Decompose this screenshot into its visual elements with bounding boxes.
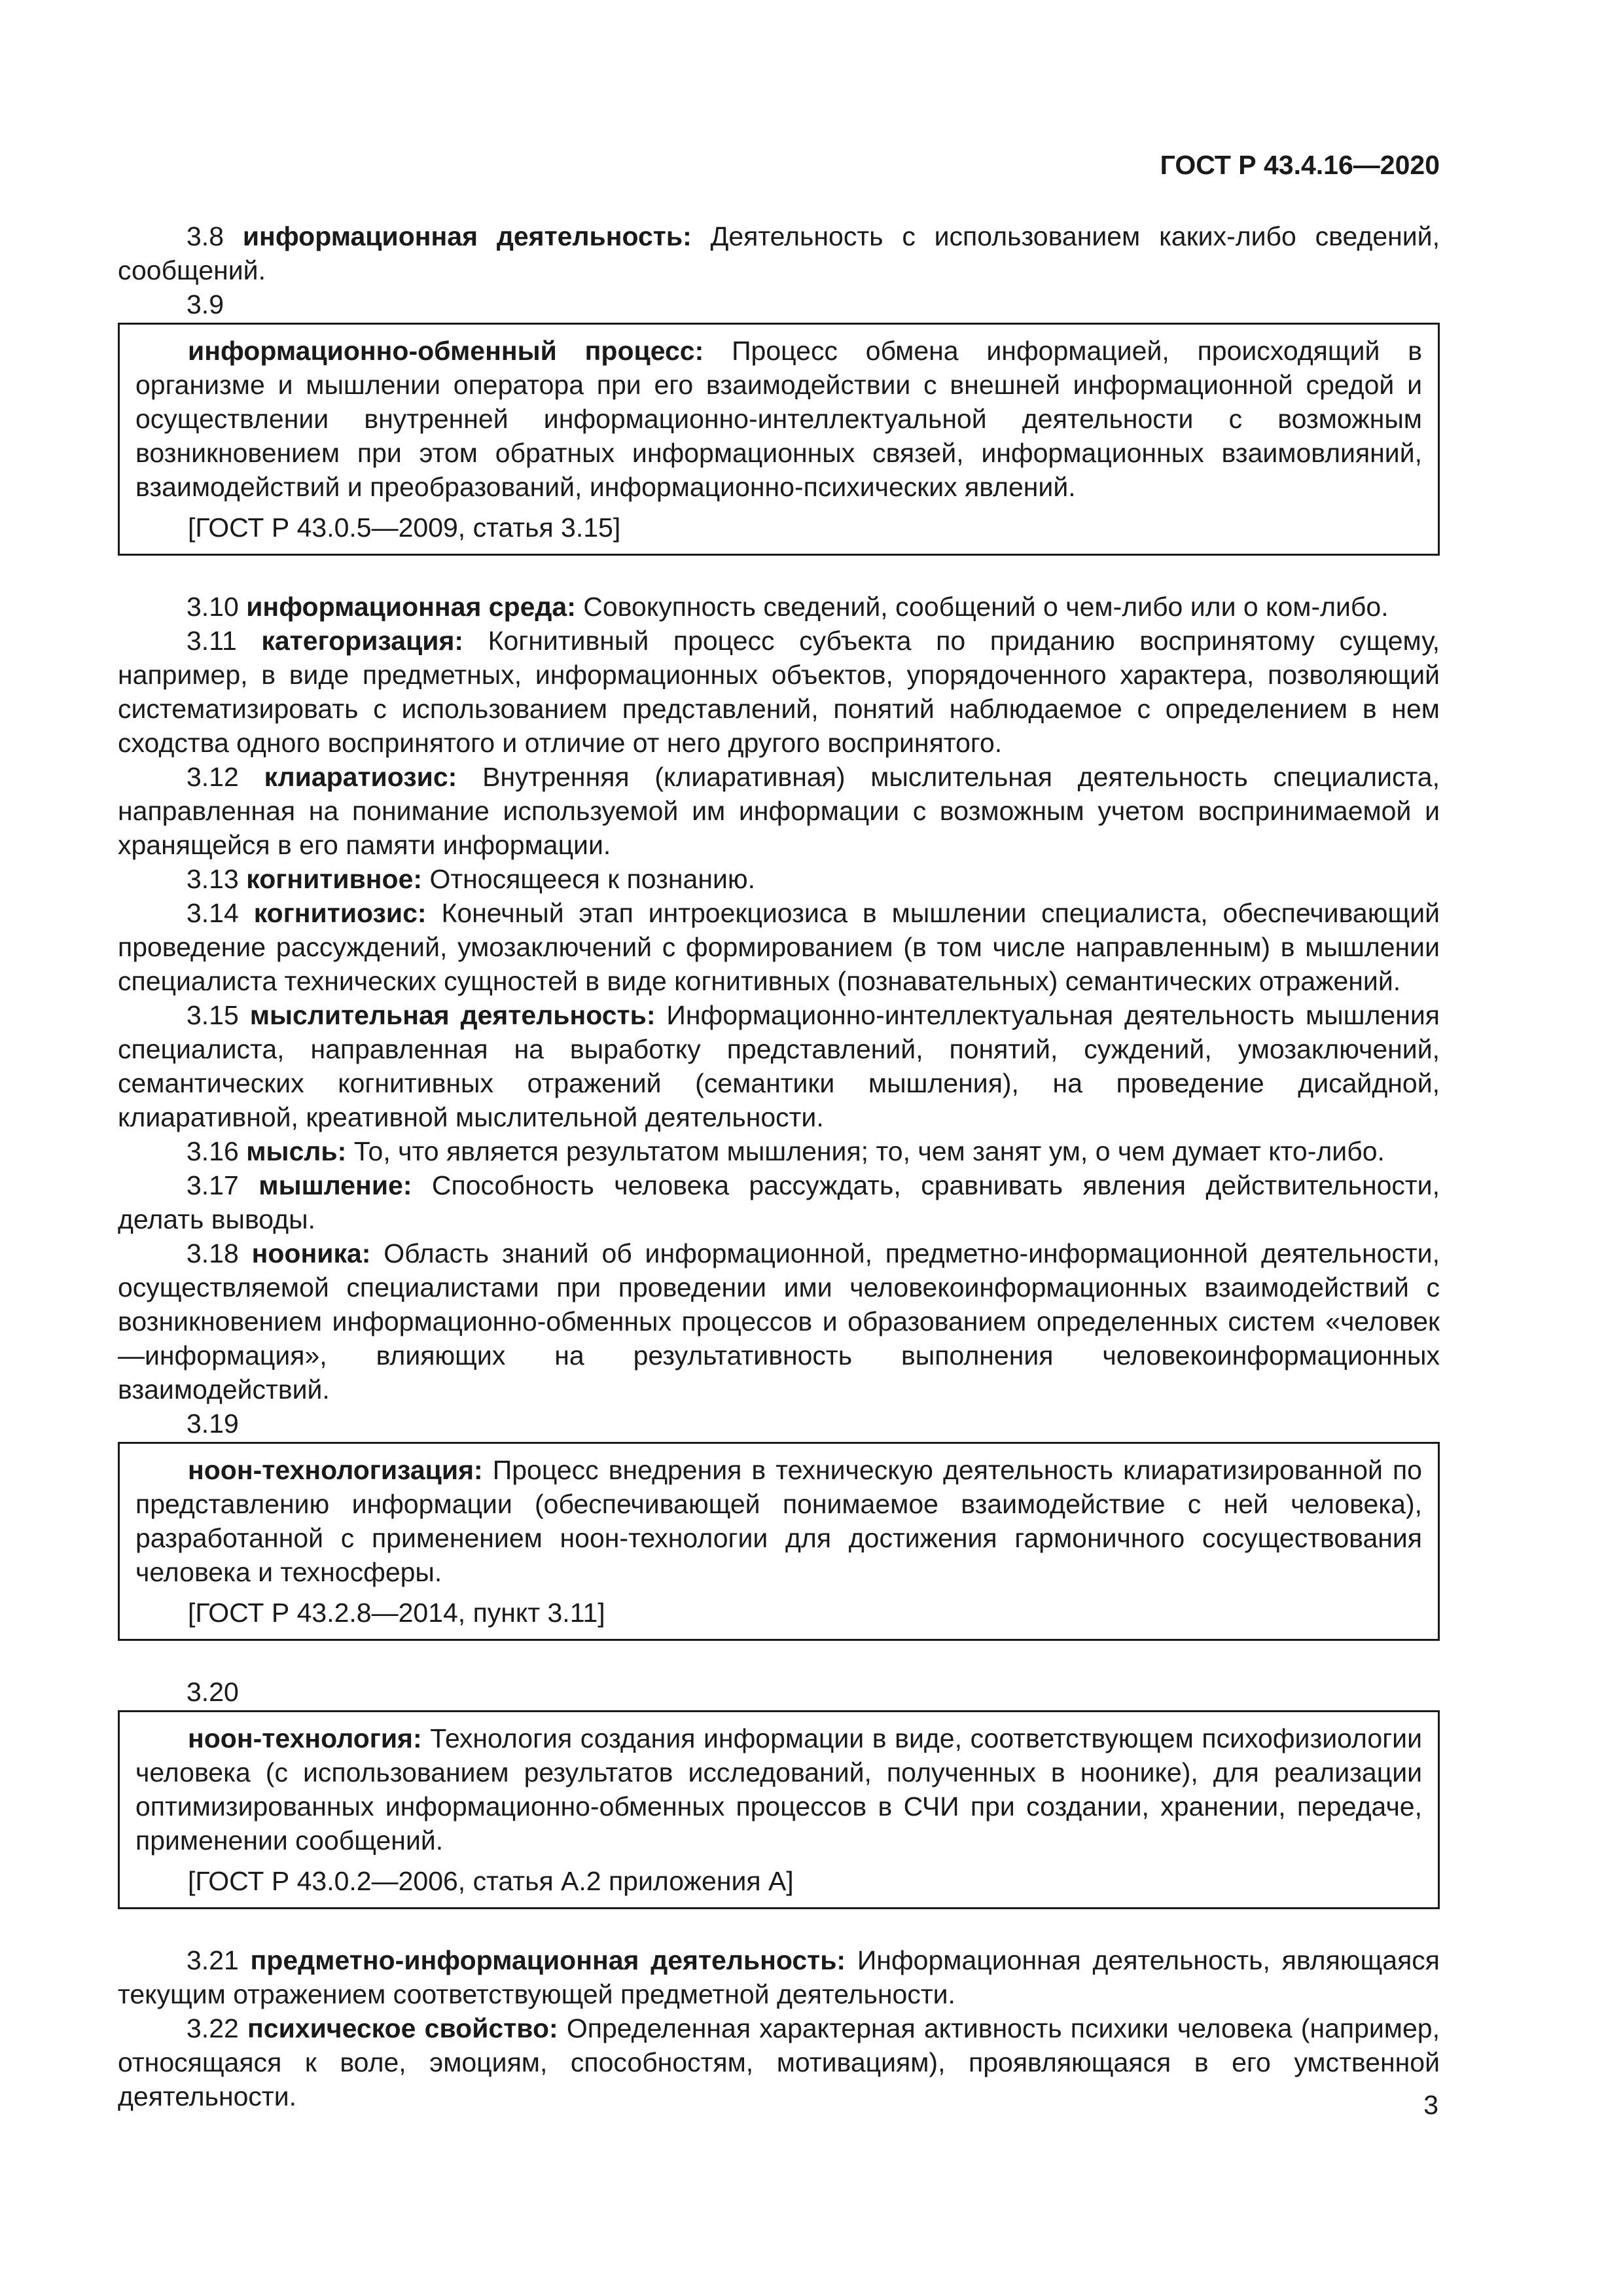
term-entry: 3.21 предметно-информационная деятельность: Информационная деятельность, являющаяся текущим отражением соответствующей предметной деятельности. [118, 1945, 1440, 2009]
term-entry: 3.14 когнитиозис: Конечный этап интроекциозиса в мышлении специалиста, обеспечивающий проведение рассуждений, умозаключений с формированием (в том числе направленным) в мышлении специалиста технических сущностей в виде когнитивных (познавательных) семантических отражений. [118, 898, 1440, 996]
page-number: 3 [1423, 2090, 1438, 2120]
term-entry: 3.17 мышление: Способность человека рассуждать, сравнивать явления действительности, делать выводы. [118, 1170, 1440, 1234]
term-entry: 3.11 категоризация: Когнитивный процесс субъекта по приданию воспринятому сущему, например, в виде предметных, информационных объектов, упорядоченного характера, позволяющий систематизировать с использованием представлений, понятий наблюдаемое с определением в нем сходства одного воспринятого и отличие от него другого воспринятого. [118, 626, 1440, 758]
term-entry: 3.15 мыслительная деятельность: Информационно-интеллектуальная деятельность мышления специалиста, направленная на выработку представлений, понятий, суждений, умозаключений, семантических когнитивных отражений (семантики мышления), на проведение дисайдной, клиаративной, креативной мыслительной деятельности. [118, 1000, 1440, 1132]
term-source: [ГОСТ Р 43.2.8—2014, пункт 3.11] [188, 1598, 605, 1628]
terms-list [118, 219, 1440, 2113]
term-number: 3.19 [187, 1408, 239, 1439]
term-entry: 3.16 мысль: То, что является результатом мышления; то, чем занят ум, о чем думает кто-либо. [187, 1136, 1385, 1166]
term-number: 3.9 [187, 289, 224, 319]
term-entry: ноон-технологизация: Процесс внедрения в техническую деятельность клиаратизированной по представлению информации (обеспечивающей понимаемое взаимодействие с ней человека), разработанной с применением ноон-технологии для достижения гармоничного сосуществования человека и техносферы. [135, 1455, 1422, 1587]
term-source: [ГОСТ Р 43.0.2—2006, статья А.2 приложения А] [188, 1866, 794, 1896]
term-entry: информационно-обменный процесс: Процесс обмена информацией, происходящий в организме и мышлении оператора при его взаимодействии с внешней информационной средой и осуществлении внутренней информационно-интеллектуальной деятельности с возможным возникновением при этом обратных информационных связей, информационных взаимовлияний, взаимодействий и преобразований, информационно-психических явлений. [135, 336, 1422, 502]
term-entry: 3.8 информационная деятельность: Деятельность с использованием каких-либо сведений, сообщений. [118, 221, 1440, 285]
quoted-term-box [118, 323, 1440, 556]
term-source: [ГОСТ Р 43.0.5—2009, статья 3.15] [188, 512, 621, 543]
term-entry: 3.10 информационная среда: Совокупность сведений, сообщений о чем-либо или о ком-либо. [187, 592, 1389, 622]
quoted-term-box [118, 1710, 1440, 1909]
term-entry: 3.13 когнитивное: Относящееся к познанию. [187, 864, 756, 894]
term-entry: ноон-технология: Технология создания информации в виде, соответствующем психофизиологии человека (с использованием результатов исследований, полученных в нoонике), для реализации оптимизированных информационно-обменных процессов в СЧИ при создании, хранении, передаче, применении сообщений. [135, 1723, 1422, 1856]
document-code-header: ГОСТ Р 43.4.16—2020 [1160, 150, 1440, 180]
term-entry: 3.12 клиаратиозис: Внутренняя (клиаративная) мыслительная деятельность специалиста, направленная на понимание используемой им информации с возможным учетом воспринимаемой и хранящейся в его памяти информации. [118, 762, 1440, 860]
quoted-term-box [118, 1442, 1440, 1641]
term-number: 3.20 [187, 1677, 239, 1707]
term-entry: 3.22 психическое свойство: Определенная характерная активность психики человека (например, относящаяся к воле, эмоциям, способностям, мотивациям), проявляющаяся в его умственной деятельности. [118, 2013, 1440, 2111]
term-entry: 3.18 нооника: Область знаний об информационной, предметно-информационной деятельности, осуществляемой специалистами при проведении ими человекоинформационных взаимодействий с возникновением информационно-обменных процессов и образованием определенных систем «человек—информация», влияющих на результативность выполнения человекоинформационных взаимодействий. [118, 1238, 1440, 1405]
